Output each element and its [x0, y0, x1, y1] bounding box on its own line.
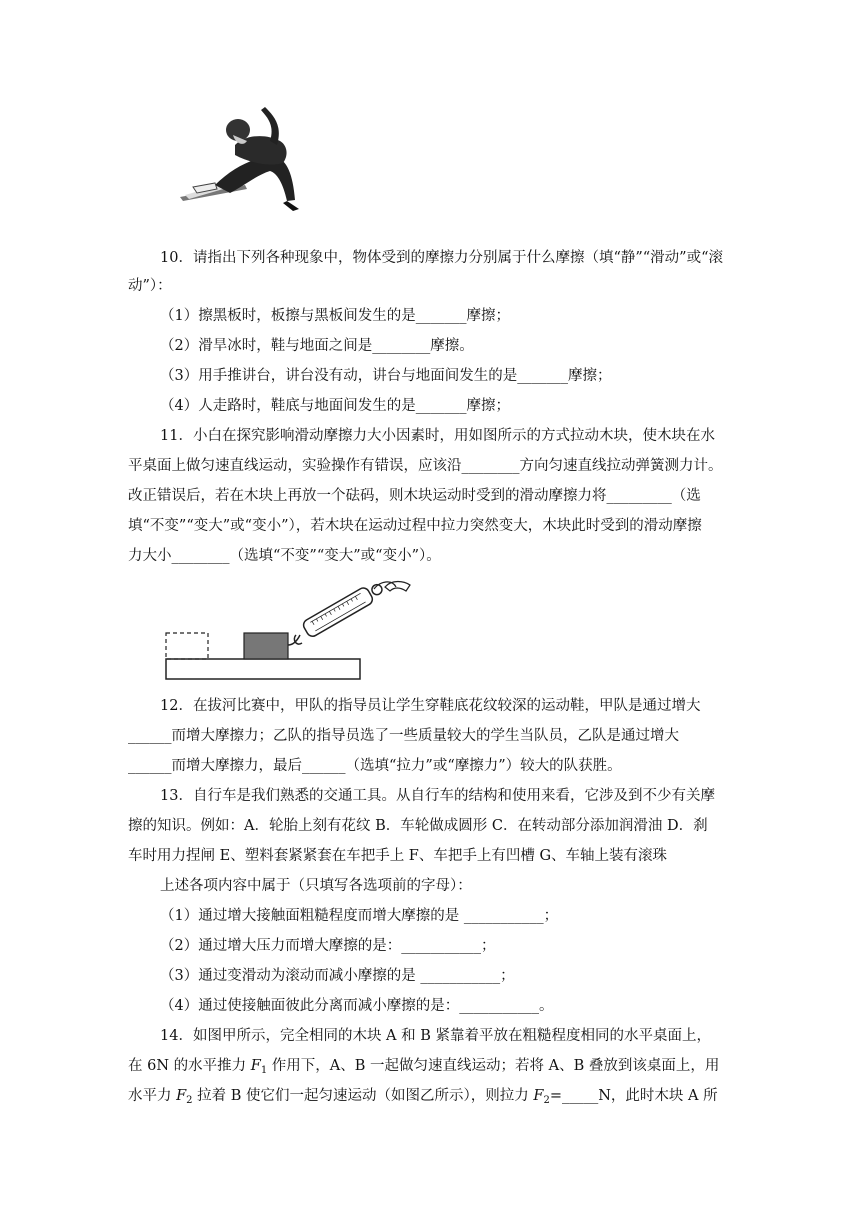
q14-line-2-part-b: 作用下，A、B 一起做匀速直线运动；若将 A、B 叠放到该桌面上，用 — [267, 1058, 720, 1074]
force-f2-subscript-2: 2 — [543, 1095, 550, 1106]
wooden-block — [244, 633, 288, 659]
q10-item-4: （4）人走路时，鞋底与地面间发生的是_______摩擦； — [160, 398, 510, 414]
q11-line-2: 平桌面上做匀速直线运动，实验操作有错误，应该沿________方向匀速直线拉动弹簧测力计。 — [128, 458, 723, 474]
q11-line-4: 填“不变”“变大”或“变小”），若木块在运动过程中拉力突然变大，木块此时受到的滑动摩擦 — [128, 518, 702, 534]
speed-skater-image — [175, 105, 315, 215]
q10-item-1: （1）擦黑板时，板擦与黑板间发生的是_______摩擦； — [160, 308, 510, 324]
q14-line-3-part-b: 拉着 B 使它们一起匀速运动（如图乙所示），则拉力 — [192, 1088, 534, 1104]
force-f2-symbol: F — [176, 1088, 187, 1104]
q10-stem-line-2: 动”）： — [128, 278, 172, 294]
q11-line-5: 力大小________（选填“不变”“变大”或“变小”）。 — [128, 548, 441, 564]
table-board — [166, 659, 360, 679]
dashed-block-position — [166, 633, 208, 659]
q14-line-2 — [128, 1056, 719, 1081]
q13-item-1: （1）通过增大接触面粗糙程度而增大摩擦的是 ___________； — [160, 908, 559, 924]
q13-item-4: （4）通过使接触面彼此分离而减小摩擦的是：___________。 — [160, 998, 554, 1014]
force-f2-symbol-2: F — [533, 1088, 544, 1104]
q13-line-4: 上述各项内容中属于（只填写各选项前的字母）： — [160, 878, 472, 894]
q13-item-2: （2）通过增大压力而增大摩擦的是：___________； — [160, 938, 496, 954]
q13-line-2: 擦的知识。例如：A．轮胎上刻有花纹 B．车轮做成圆形 C．在转动部分添加润滑油 D．刹 — [128, 818, 708, 834]
spring-scale — [301, 579, 385, 638]
q12-line-2: ______而增大摩擦力；乙队的指导员选了一些质量较大的学生当队员，乙队是通过增大 — [128, 728, 679, 744]
q10-item-2: （2）滑旱冰时，鞋与地面之间是________摩擦。 — [160, 338, 474, 354]
q13-line-1: 13．自行车是我们熟悉的交通工具。从自行车的结构和使用来看，它涉及到不少有关摩 — [160, 788, 715, 804]
q14-line-2-part-a: 在 6N 的水平推力 — [128, 1058, 251, 1074]
q14-line-3-part-a: 水平力 — [128, 1088, 177, 1104]
q14-line-1: 14．如图甲所示，完全相同的木块 A 和 B 紧靠着平放在粗糙程度相同的水平桌面上， — [160, 1028, 712, 1044]
q13-line-3: 车时用力捏闸 E、塑料套紧紧套在车把手上 F、车把手上有凹槽 G、车轴上装有滚珠 — [128, 848, 668, 864]
q11-line-1: 11．小白在探究影响滑动摩擦力大小因素时，用如图所示的方式拉动木块，使木块在水 — [160, 428, 715, 444]
q10-stem-line-1: 10．请指出下列各种现象中，物体受到的摩擦力分别属于什么摩擦（填“静”“滑动”或“滚 — [160, 250, 724, 266]
force-f1-subscript: 1 — [260, 1065, 268, 1076]
q13-item-3: （3）通过变滑动为滚动而减小摩擦的是 ___________； — [160, 968, 515, 984]
q14-line-3-part-c: =_____N，此时木块 A 所 — [549, 1088, 718, 1104]
q11-line-3: 改正错误后，若在木块上再放一个砝码，则木块运动时受到的滑动摩擦力将_________（选 — [128, 488, 701, 504]
q10-item-3: （3）用手推讲台，讲台没有动，讲台与地面间发生的是_______摩擦； — [160, 368, 612, 384]
force-f1-symbol: F — [250, 1058, 261, 1074]
q12-line-1: 12．在拔河比赛中，甲队的指导员让学生穿鞋底花纹较深的运动鞋，甲队是通过增大 — [160, 698, 701, 714]
q14-line-3 — [128, 1086, 718, 1111]
q12-line-3: ______而增大摩擦力，最后______（选填“拉力”或“摩擦力”）较大的队获胜。 — [128, 758, 622, 774]
friction-experiment-figure — [160, 575, 420, 685]
force-f2-subscript: 2 — [186, 1095, 193, 1106]
